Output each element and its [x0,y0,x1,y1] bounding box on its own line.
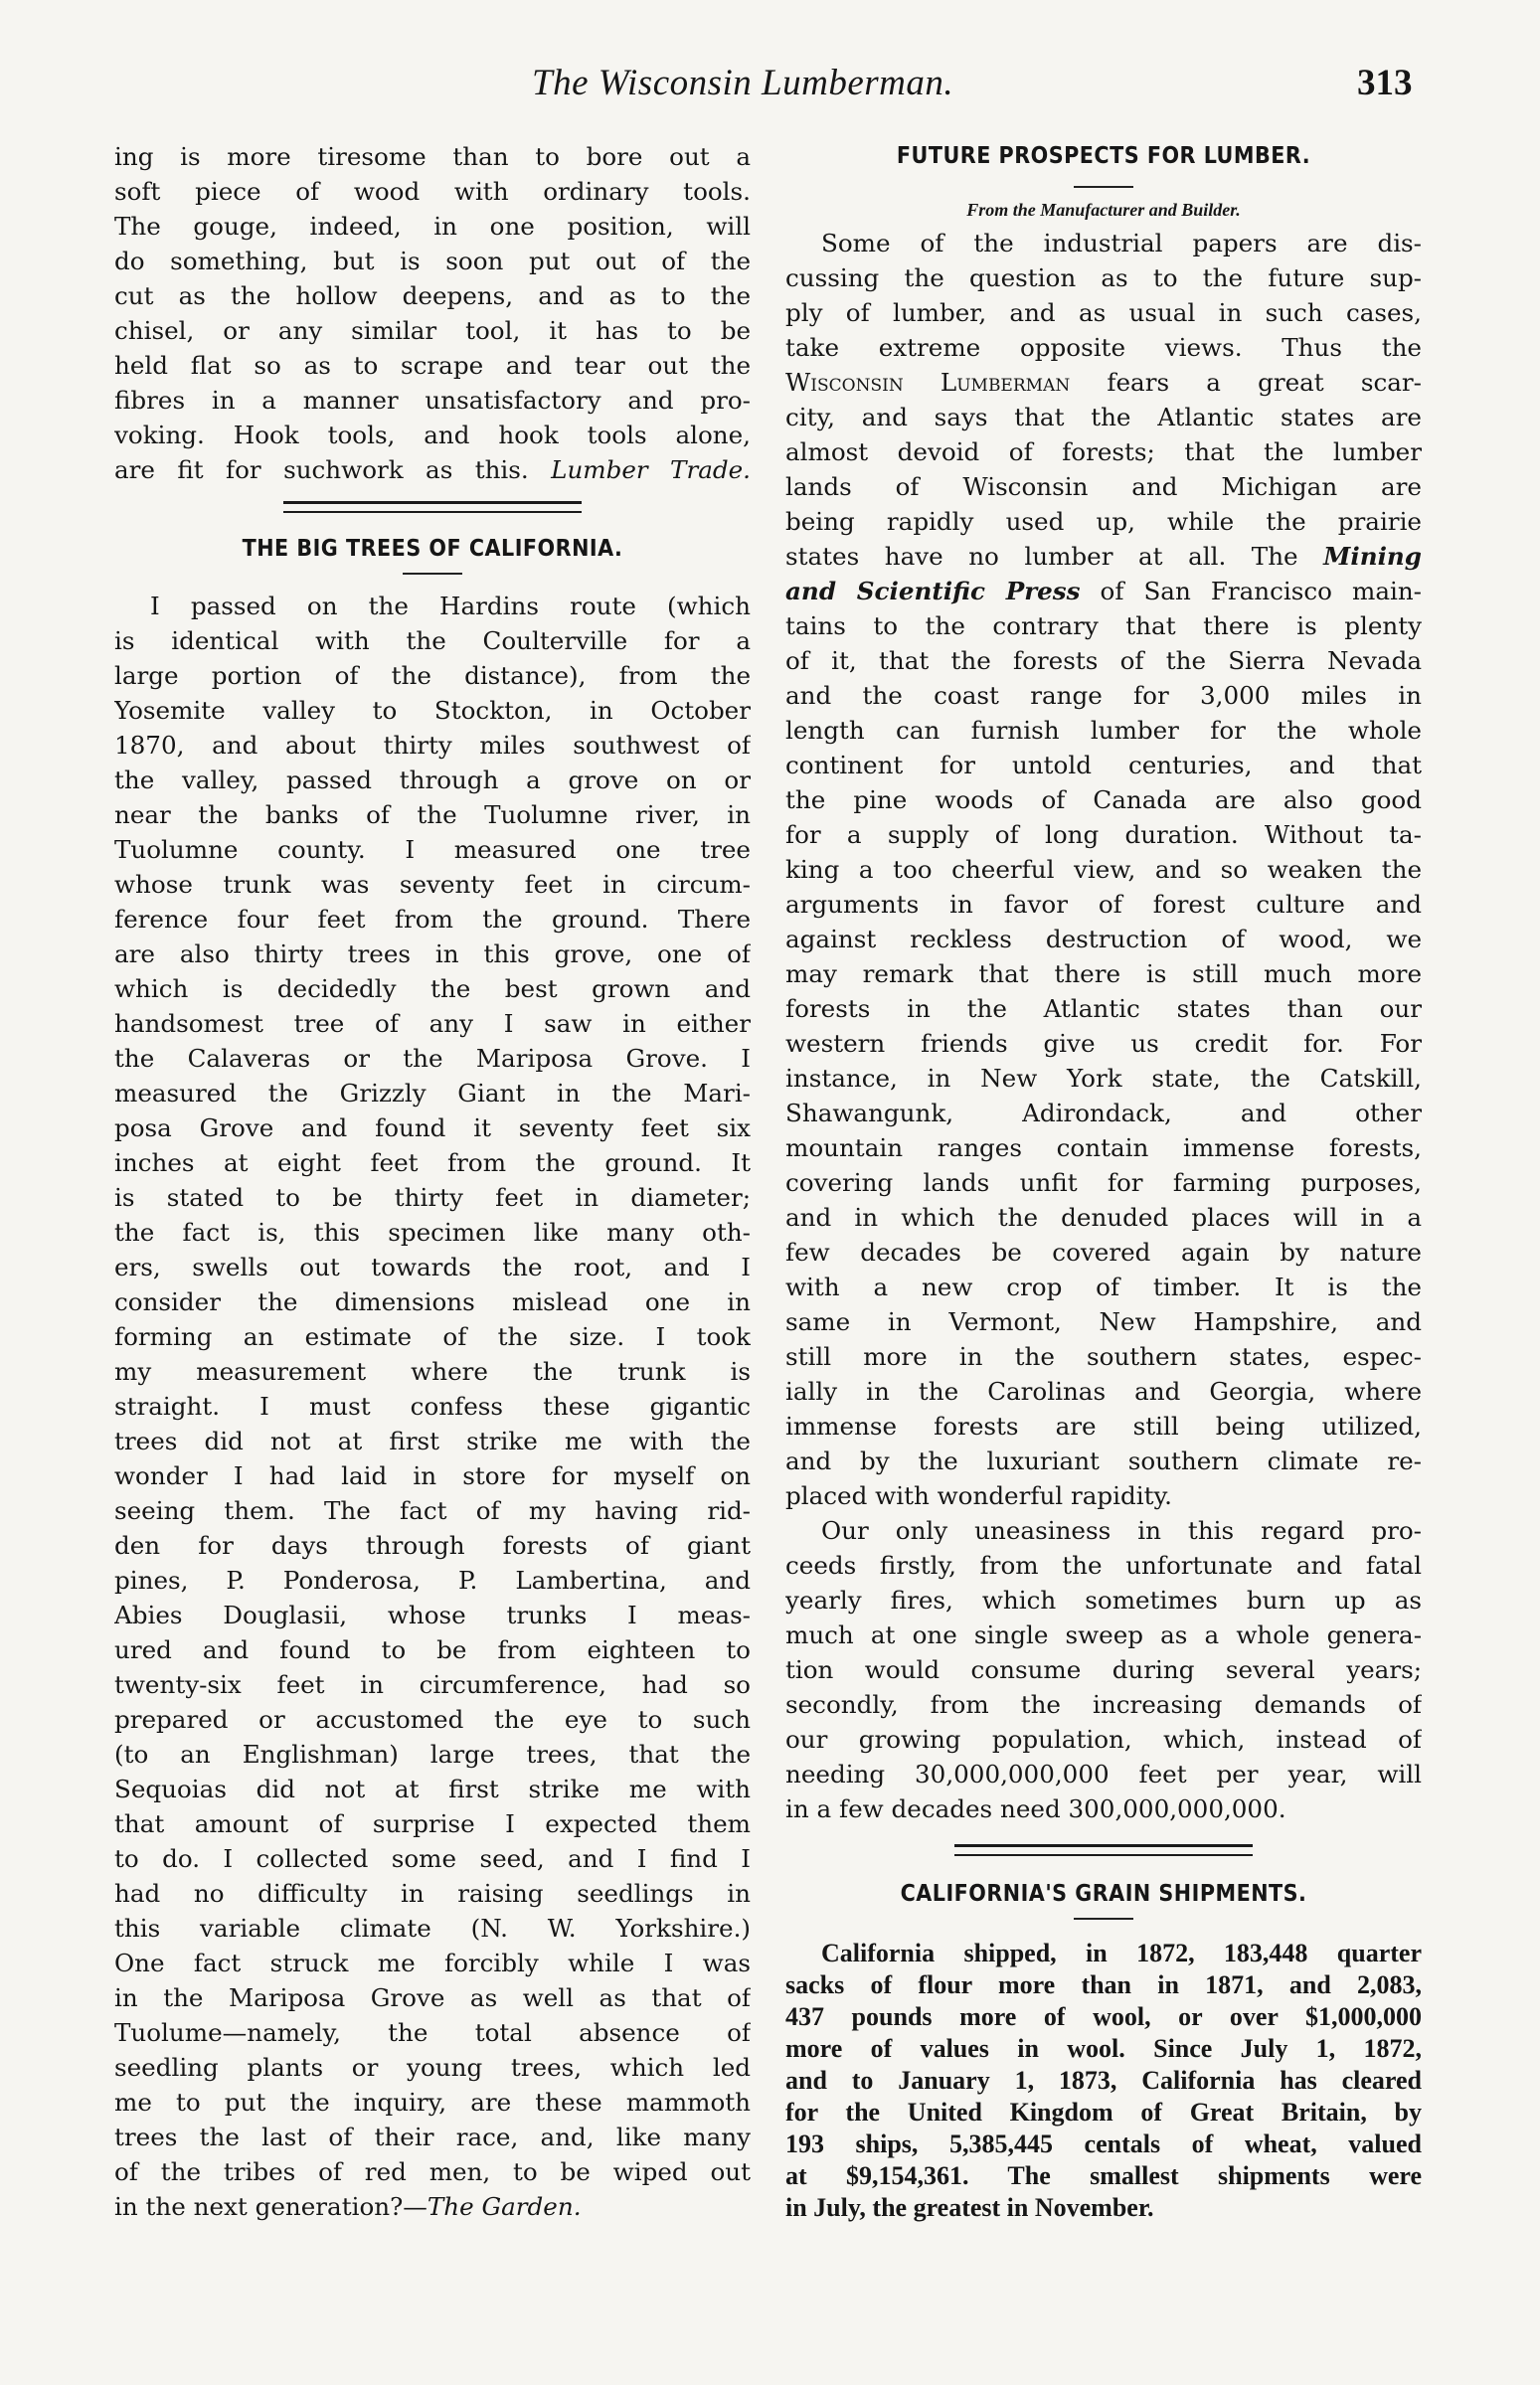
text-line: arguments in favor of forest culture and [785,890,1422,919]
text-line: for a supply of long duration. Without ta- [785,820,1422,849]
text-line: prepared or accustomed the eye to such [114,1705,751,1734]
text-line: den for days through forests of giant [114,1531,751,1560]
grain-shipments-article [785,1938,1422,2224]
text-line: (to an Englishman) large trees, that the [114,1740,751,1769]
heading-rule [1074,1918,1133,1920]
text-line: our growing population, which, instead of [785,1725,1422,1754]
text-line: instance, in New York state, the Catskill, [785,1064,1422,1093]
text-line [785,365,1422,400]
text-line: city, and says that the Atlantic states are [785,403,1422,431]
text-line: whose trunk was seventy feet in circum- [114,870,751,899]
text-line: pines, P. Ponderosa, P. Lambertina, and [114,1566,751,1595]
text-line: Our only uneasiness in this regard pro- [821,1516,1422,1545]
text-line: is stated to be thirty feet in diameter; [114,1183,751,1212]
text-line: ing is more tiresome than to bore out a [114,142,751,171]
text-line: ers, swells out towards the root, and I [114,1253,751,1281]
text-line: much at one single sweep as a whole genera- [785,1620,1422,1649]
text-line: of it, that the forests of the Sierra Nevada [785,646,1422,675]
text-fragment: states have no lumber at all. The [785,542,1324,571]
text-line: being rapidly used up, while the prairie [785,507,1422,536]
section-divider [954,1844,1253,1856]
text-line: in the Mariposa Grove as well as that of [114,1983,751,2012]
text-fragment: fears a great scar- [1070,368,1422,397]
text-line: One fact struck me forcibly while I was [114,1949,751,1977]
page-number: 313 [1357,63,1413,103]
text-line: in July, the greatest in November. [785,2193,1154,2222]
text-line: lands of Wisconsin and Michigan are [785,472,1422,501]
text-line: in a few decades need 300,000,000,000. [785,1794,1286,1823]
text-line: take extreme opposite views. Thus the [785,333,1422,362]
text-line: to do. I collected some seed, and I find I [114,1844,751,1873]
text-line: voking. Hook tools, and hook tools alone, [114,421,751,449]
text-line: posa Grove and found it seventy feet six [114,1113,751,1142]
text-line: Yosemite valley to Stockton, in October [114,696,751,725]
right-column [785,139,1422,2224]
text-line: the Calaveras or the Mariposa Grove. I [114,1044,751,1073]
text-line: is identical with the Coulterville for a [114,626,751,655]
text-line: ference four feet from the ground. There [114,905,751,934]
text-line: the pine woods of Canada are also good [785,785,1422,814]
text-line: same in Vermont, New Hampshire, and [785,1307,1422,1336]
text-line [114,452,751,487]
text-fragment: in the next generation?— [114,2192,428,2221]
text-line: my measurement where the trunk is [114,1357,751,1386]
text-line: secondly, from the increasing demands of [785,1690,1422,1719]
text-line: Sequoias did not at first strike me with [114,1775,751,1803]
text-line: immense forests are still being utilized, [785,1412,1422,1441]
text-fragment: of San Francisco main- [1080,577,1422,605]
text-line: Abies Douglasii, whose trunks I meas- [114,1601,751,1629]
text-line: western friends give us credit for. For [785,1029,1422,1058]
text-line: trees the last of their race, and, like many [114,2123,751,2151]
text-line: and the coast range for 3,000 miles in [785,681,1422,710]
text-line [114,2189,751,2224]
text-line: wonder I had laid in store for myself on [114,1461,751,1490]
text-line: Shawangunk, Adirondack, and other [785,1099,1422,1127]
text-line: ply of lumber, and as usual in such cases, [785,298,1422,327]
text-line: large portion of the distance), from the [114,661,751,690]
text-line: straight. I must confess these gigantic [114,1392,751,1421]
text-line: yearly fires, which sometimes burn up as [785,1586,1422,1615]
text-line: forests in the Atlantic states than our [785,994,1422,1023]
future-prospects-article [785,226,1422,1826]
heading-rule [403,573,462,575]
text-line: held flat so as to scrape and tear out the [114,351,751,380]
text-line: are also thirty trees in this grove, one of [114,939,751,968]
source-credit: Lumber Trade. [551,455,751,484]
text-line: tains to the contrary that there is plenty [785,611,1422,640]
text-line: the fact is, this specimen like many oth- [114,1218,751,1247]
text-fragment: are fit for suchwork as this. [114,455,552,484]
text-line: against reckless destruction of wood, we [785,925,1422,953]
text-line: 437 pounds more of wool, or over $1,000,000 [785,2002,1422,2031]
text-line: cut as the hollow deepens, and as to the [114,281,751,310]
section-heading: FUTURE PROSPECTS FOR LUMBER. [896,143,1311,169]
text-line: mountain ranges contain immense forests, [785,1133,1422,1162]
section-heading: THE BIG TREES OF CALIFORNIA. [242,536,623,562]
running-title: The Wisconsin Lumberman. [532,63,954,103]
text-line: ceeds firstly, from the unfortunate and fatal [785,1551,1422,1580]
section-heading: CALIFORNIA'S GRAIN SHIPMENTS. [900,1881,1307,1907]
text-line: had no difficulty in raising seedlings in [114,1879,751,1908]
text-line: may remark that there is still much more [785,959,1422,988]
text-line: fibres in a manner unsatisfactory and pro- [114,386,751,415]
text-line: consider the dimensions mislead one in [114,1287,751,1316]
text-line: tion would consume during several years; [785,1655,1422,1684]
text-line: twenty-six feet in circumference, had so [114,1670,751,1699]
text-line: seedling plants or young trees, which led [114,2053,751,2082]
text-line: and to January 1, 1873, California has cleared [785,2066,1422,2095]
text-line: at $9,154,361. The smallest shipments were [785,2161,1422,2190]
text-line: sacks of flour more than in 1871, and 2,083, [785,1970,1422,1999]
text-line: I passed on the Hardins route (which [150,592,751,620]
text-line: the valley, passed through a grove on or [114,766,751,794]
big-trees-article [114,589,751,2224]
text-line: handsomest tree of any I saw in either [114,1009,751,1038]
text-line: 1870, and about thirty miles southwest of [114,731,751,760]
text-line: ially in the Carolinas and Georgia, where [785,1377,1422,1406]
text-line: almost devoid of forests; that the lumber [785,437,1422,466]
source-attribution: From the Manufacturer and Builder. [966,200,1241,220]
text-line: chisel, or any similar tool, it has to be [114,316,751,345]
text-line: continent for untold centuries, and that [785,751,1422,779]
text-line: Tuolume—namely, the total absence of [114,2018,751,2047]
text-line [785,574,1422,608]
publication-name: Mining [1323,542,1422,571]
text-line: still more in the southern states, espec- [785,1342,1422,1371]
text-line: covering lands unfit for farming purposes, [785,1168,1422,1197]
text-line: this variable climate (N. W. Yorkshire.) [114,1914,751,1943]
text-line: needing 30,000,000,000 feet per year, will [785,1760,1422,1789]
text-line: trees did not at first strike me with the [114,1427,751,1455]
text-line: measured the Grizzly Giant in the Mari- [114,1079,751,1107]
text-line: Tuolumne county. I measured one tree [114,835,751,864]
text-line: with a new crop of timber. It is the [785,1273,1422,1301]
text-line: which is decidedly the best grown and [114,974,751,1003]
section-divider [283,501,582,513]
text-line: The gouge, indeed, in one position, will [114,212,751,241]
text-line: king a too cheerful view, and so weaken the [785,855,1422,884]
text-line: few decades be covered again by nature [785,1238,1422,1267]
text-line: California shipped, in 1872, 183,448 quarter [821,1939,1422,1967]
publication-name: and Scientific Press [785,577,1081,605]
text-line: me to put the inquiry, are these mammoth [114,2088,751,2117]
text-line: that amount of surprise I expected them [114,1809,751,1838]
text-line: length can furnish lumber for the whole [785,716,1422,745]
publication-name: Wisconsin Lumberman [785,368,1071,397]
text-line: near the banks of the Tuolumne river, in [114,800,751,829]
text-line: soft piece of wood with ordinary tools. [114,177,751,206]
text-line: do something, but is soon put out of the [114,247,751,275]
text-line: and in which the denuded places will in a [785,1203,1422,1232]
left-column [114,139,751,2224]
text-line: ured and found to be from eighteen to [114,1635,751,1664]
text-line: of the tribes of red men, to be wiped out [114,2157,751,2186]
text-line: for the United Kingdom of Great Britain, by [785,2098,1422,2127]
text-line: Some of the industrial papers are dis- [821,229,1422,257]
text-line: seeing them. The fact of my having rid- [114,1496,751,1525]
text-line: placed with wonderful rapidity. [785,1481,1172,1510]
text-line: forming an estimate of the size. I took [114,1322,751,1351]
text-line: and by the luxuriant southern climate re- [785,1447,1422,1475]
text-line: inches at eight feet from the ground. It [114,1148,751,1177]
heading-rule [1074,186,1133,188]
text-line: more of values in wool. Since July 1, 1872, [785,2034,1422,2063]
source-credit: The Garden. [427,2192,582,2221]
text-line: cussing the question as to the future sup- [785,263,1422,292]
text-line [785,539,1422,574]
intro-paragraph [114,139,751,487]
text-line: 193 ships, 5,385,445 centals of wheat, valued [785,2129,1422,2158]
